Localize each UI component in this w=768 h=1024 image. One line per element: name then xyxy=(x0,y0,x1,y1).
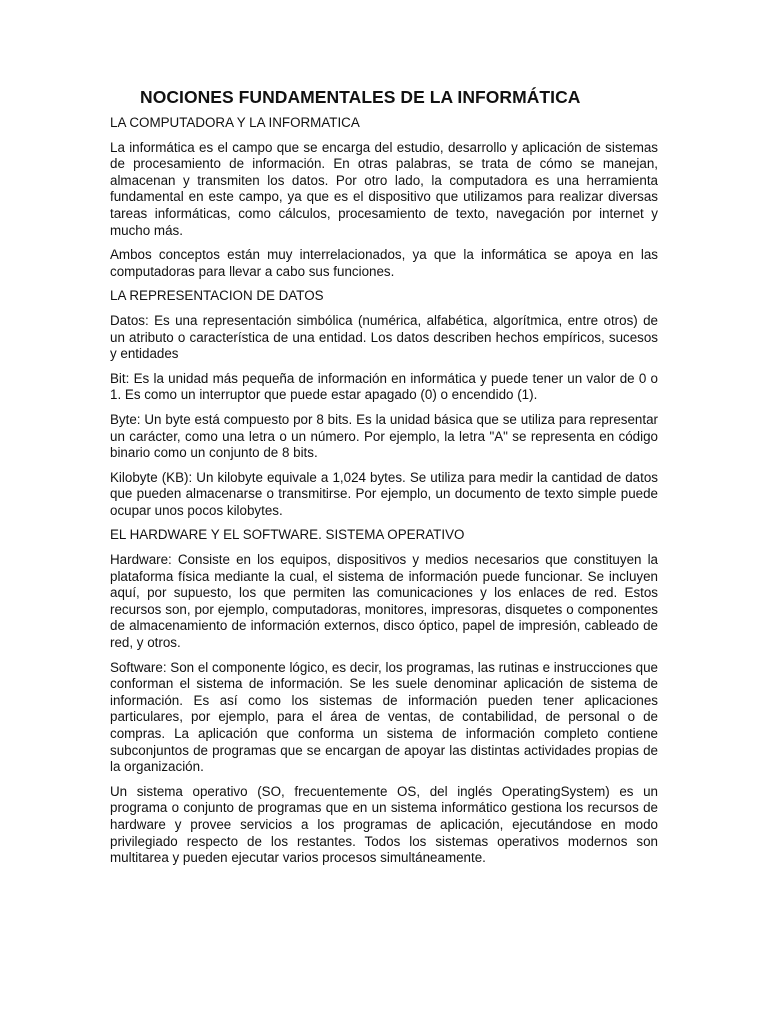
paragraph-bit: Bit: Es la unidad más pequeña de información en informática y puede tener un valor de 0 o 1. Es como un interruptor que puede estar apagado (0) o encendido (1). xyxy=(110,370,658,403)
paragraph-interrelacion: Ambos conceptos están muy interrelacionados, ya que la informática se apoya en las computadoras para llevar a cabo sus funciones. xyxy=(110,247,658,279)
document-page xyxy=(110,86,658,875)
paragraph-hardware: Hardware: Consiste en los equipos, dispositivos y medios necesarios que constituyen la plataforma física mediante la cual, el sistema de información puede funcionar. Se incluyen aquí, por supuesto, los que permiten las comunicaciones y los enlaces de red. Estos recursos son, por ejemplo, computadoras, monitores, impresoras, disquetes o componentes de almacenamiento de información externos, disco óptico, papel de impresión, cableado de red, y otros. xyxy=(110,552,658,651)
paragraph-sistema-operativo: Un sistema operativo (SO, frecuentemente OS, del inglés OperatingSystem) es un programa o conjunto de programas que en un sistema informático gestiona los recursos de hardware y provee servicios a los programas de aplicación, ejecutándose en modo privilegiado respecto de los restantes. Todos los sistemas operativos modernos son multitarea y pueden ejecutar varios procesos simultáneamente. xyxy=(110,783,658,866)
section-heading-computadora: LA COMPUTADORA Y LA INFORMATICA xyxy=(110,115,360,130)
section-heading-representacion: LA REPRESENTACION DE DATOS xyxy=(110,288,324,304)
paragraph-datos: Datos: Es una representación simbólica (numérica, alfabética, algorítmica, entre otros) de un atributo o característica de una entidad. Los datos describen hechos empíricos, sucesos y entidades xyxy=(110,312,658,362)
paragraph-software: Software: Son el componente lógico, es decir, los programas, las rutinas e instrucciones que conforman el sistema de información. Se les suele denominar aplicación de sistema de información. Es así como los sistemas de información pueden tener aplicaciones particulares, por ejemplo, para el área de ventas, de contabilidad, de personal o de compras. La aplicación que conforma un sistema de información completo contiene subconjuntos de programas que se encargan de apoyar las distintas actividades propias de la organización. xyxy=(110,659,658,775)
page-title: NOCIONES FUNDAMENTALES DE LA INFORMÁTICA xyxy=(140,87,581,107)
section-heading-hardware-software: EL HARDWARE Y EL SOFTWARE. SISTEMA OPERATIVO xyxy=(110,527,465,543)
paragraph-informatica-definicion: La informática es el campo que se encarga del estudio, desarrollo y aplicación de sistemas de procesamiento de información. En otras palabras, se trata de cómo se manejan, almacenan y transmiten los datos. Por otro lado, la computadora es una herramienta fundamental en este campo, ya que es el dispositivo que utilizamos para realizar diversas tareas informáticas, como cálculos, procesamiento de texto, navegación por internet y mucho más. xyxy=(110,139,658,238)
paragraph-byte: Byte: Un byte está compuesto por 8 bits. Es la unidad básica que se utiliza para representar un carácter, como una letra o un número. Por ejemplo, la letra "A" se representa en código binario como un conjunto de 8 bits. xyxy=(110,411,658,461)
paragraph-kilobyte: Kilobyte (KB): Un kilobyte equivale a 1,024 bytes. Se utiliza para medir la cantidad de datos que pueden almacenarse o transmitirse. Por ejemplo, un documento de texto simple puede ocupar unos pocos kilobytes. xyxy=(110,469,658,518)
